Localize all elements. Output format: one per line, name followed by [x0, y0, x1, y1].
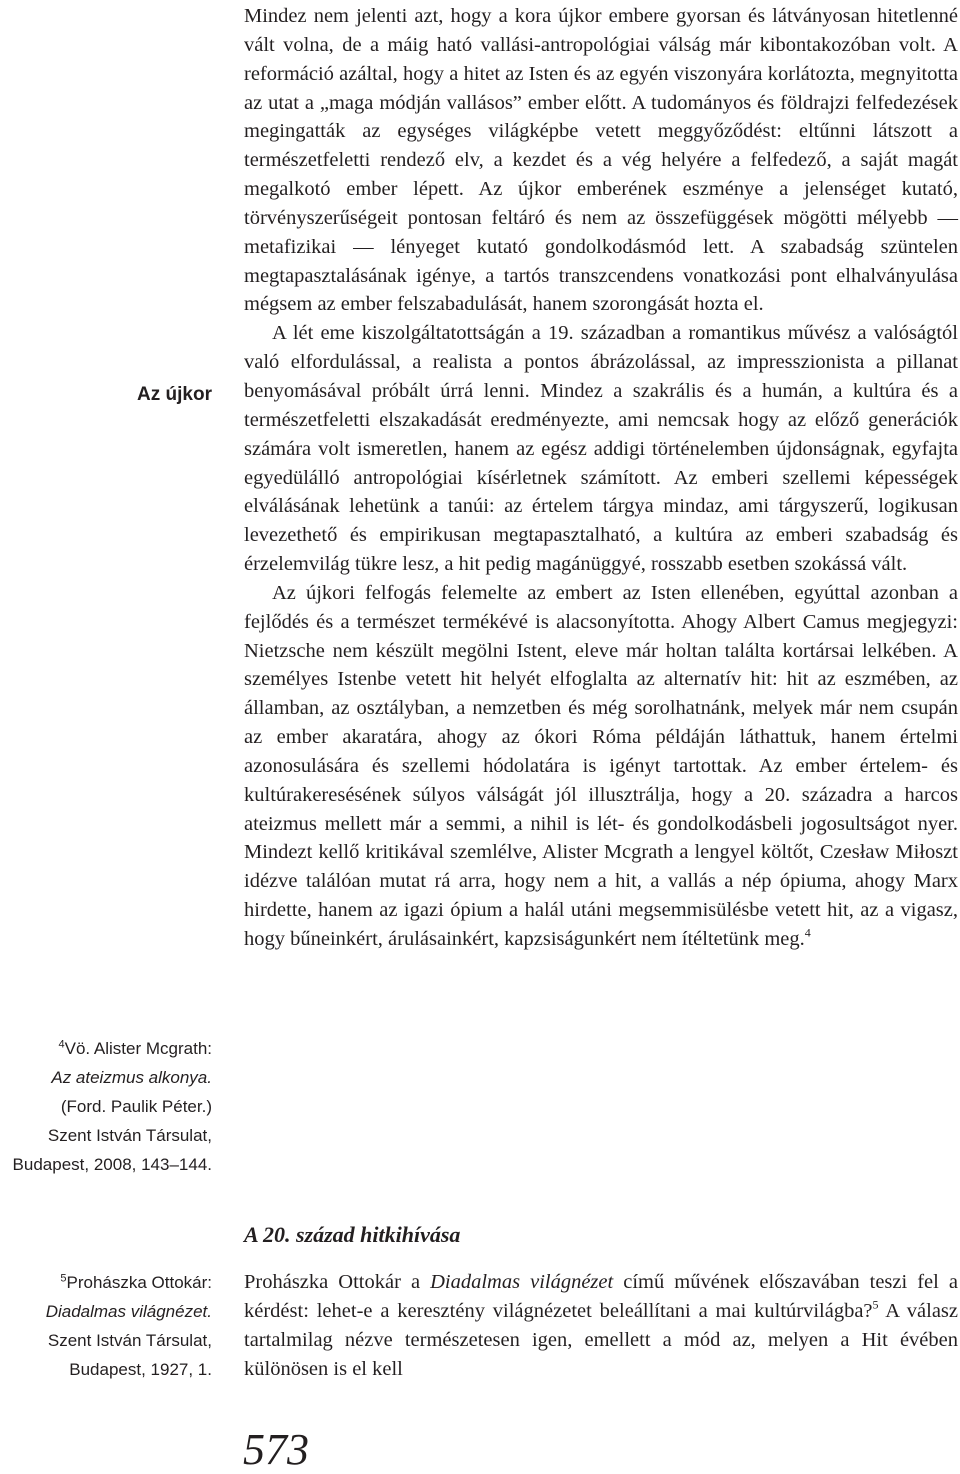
- section-heading-number: A 20.: [244, 1222, 291, 1247]
- section-text: [244, 1268, 958, 1384]
- paragraph-3: Az újkori felfogás felemelte az embert az Isten ellenében, egyúttal azonban a fejlődés és a természet termékévé is alacsonyította. Ahogy Albert Camus megjegyzi: Nietzsche nem készült megölni Istent, eleve már holtan találta kortársai lelkében. A személyes Istenbe vetett hit helyét elfoglalta az alternatív hit: hit az eszmében, az államban, az osztályban, a nemzetben és még sorolhatnánk, melyek már nem csupán az ember akaratára, ahogy az ókori Róma példáján láthattuk, hanem értelmi azonosulására és szellemi hódolatára is igényt tartottak. Az ember értelem- és kultúrakeresésének súlyos válságát jól illusztrálja, hogy a 20. századra a harcos ateizmus mellett már a semmi, a nihil is lét- és gondolkodásbeli jogosultságot nyer. Mindezt kellő kritikával szemlélve, Alister Mcgrath a lengyel költőt, Czesław Miłoszt idézve találóan mutat rá arra, hogy nem a hit, a vallás a nép ópiuma, ahogy Marx hirdette, hanem az igazi ópium a halál utáni megsemmisülésbe vetett hit, az a vigasz, hogy bűneinkért, árulásainkért, kapzsiságunkért nem ítéltetünk meg.$^4$: [244, 581, 958, 950]
- footnote-5: [0, 1268, 212, 1384]
- footnote-4-publisher: Szent István Társulat,: [47, 1126, 212, 1145]
- footnote-4-book-title: Az ateizmus alkonya.: [51, 1068, 212, 1087]
- footnote-4: [0, 1034, 212, 1179]
- footnote-4-translator: (Ford. Paulik Péter.): [60, 1097, 212, 1116]
- footnote-5-place-date: Budapest, 1927, 1.: [69, 1360, 212, 1379]
- footnote-5-book-title: Diadalmas világnézet.: [45, 1302, 212, 1321]
- footnote-4-line-1: $^4$Vö. Alister Mcgrath:: [58, 1038, 212, 1058]
- paragraph-1: Mindez nem jelenti azt, hogy a kora újkor embere gyorsan és látványosan hitetlenné vált volna, de a máig ható vallási-antropológiai válság már kibontakozóban volt. A reformáció azáltal, hogy a hitet az Isten és az egyén viszonyára korlátozta, megnyitotta az utat a „maga módján vallásos” ember előtt. A tudományos és földrajzi felfedezések megingatták az egységes világképbe vetett meggyőződést: eltűnni látszott a természetfeletti rendező elv, a kezdet és a vég helyére a felfedező, a saját magát megalkotó ember lépett. Az újkor emberének eszménye a jelenséget kutató, törvényszerűségeit pontosan feltáró és nem az összefüggések mögötti mélyebb — metafizikai — lényeget kutató gondolkodásmód lett. A szabadság szüntelen megtapasztalásának igénye, a tartós transzcendens vonatkozási pont elhalványulása mégsem az ember felszabadulását, hanem szorongását hozta el.: [244, 5, 958, 316]
- footnote-4-marker: 4: [58, 1038, 65, 1051]
- margin-section-title: Az újkor: [137, 384, 212, 405]
- section-heading: [244, 1222, 958, 1248]
- footnote-ref-4[interactable]: 4: [804, 925, 811, 940]
- footnote-5-line-1: $^5$Prohászka Ottokár:: [60, 1272, 212, 1292]
- footnote-ref-5[interactable]: 5: [872, 1297, 879, 1312]
- body-text: [244, 2, 958, 954]
- footnote-5-marker: 5: [60, 1272, 67, 1285]
- section-paragraph-1: Prohászka Ottokár a Diadalmas világnézet című művének előszavában teszi fel a kérdést: lehet-e a keresztény világnézetet beleállítani a mai kultúrvilágba?$^5$ A válasz tartalmilag nézve természetesen igen, emellett a mód az, melyen a Hit évében különösen is el kell: [244, 1271, 958, 1380]
- footnote-4-place-date: Budapest, 2008, 143‒144.: [12, 1155, 212, 1174]
- cited-work-title: Diadalmas világnézet: [430, 1271, 614, 1293]
- page-number: 573: [243, 1425, 309, 1474]
- paragraph-2: A lét eme kiszolgáltatottságán a 19. században a romantikus művész a valóságtól való elfordulással, a realista a pontos ábrázolással, az impresszionista a pillanat benyomásával próbált úrrá lenni. Mindez a szakrális és a humán, a kultúra és a természetfeletti elszakadását eredményezte, ami nemcsak hogy az előző generációk számára volt ismeretlen, hanem az egész addigi történelemben újdonságnak, egyfajta egyedülálló antropológiai kísérletnek számított. Az emberi szellemi képességek elválásának lehetünk a tanúi: az értelem tárgya mindaz, ami tárgyszerű, logikusan levezethető és empirikusan megtapasztalható, a kultúra az emberi szabadság és érzelemvilág tükre lesz, a hit pedig magánüggyé, rosszabb esetben szokássá vált.: [244, 322, 958, 576]
- section-heading-text: század hitkihívása: [295, 1222, 461, 1247]
- footnote-5-publisher: Szent István Társulat,: [47, 1331, 212, 1350]
